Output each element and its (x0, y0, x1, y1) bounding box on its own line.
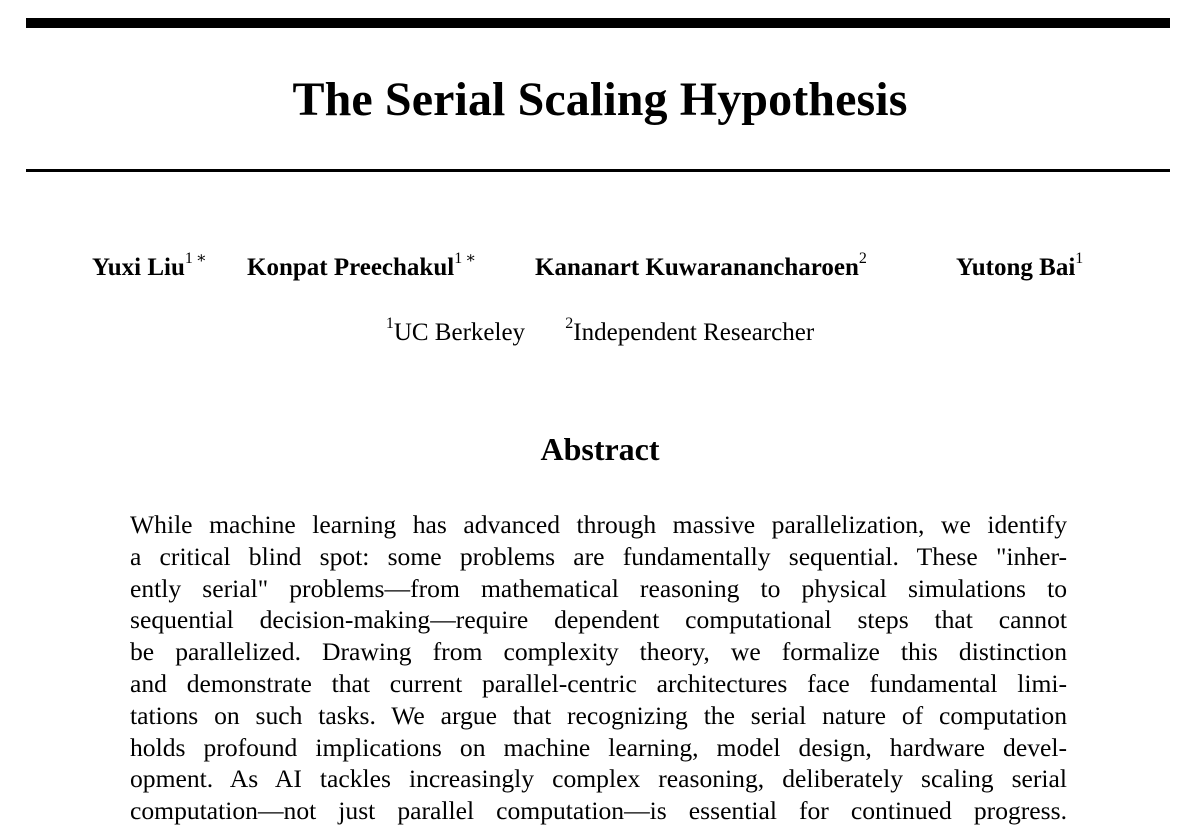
abstract-line: While machine learning has advanced through massive parallelization, we identify (130, 510, 1067, 539)
author-affiliation-mark: 1 (1075, 250, 1084, 267)
equal-contribution-mark: ∗ (465, 250, 477, 267)
author (535, 251, 867, 285)
affiliation (385, 315, 526, 346)
abstract-heading: Abstract (540, 431, 660, 467)
author-affiliation-mark: 1 (184, 250, 193, 267)
paper-title: The Serial Scaling Hypothesis (292, 73, 908, 126)
affiliation-name: UC Berkeley (393, 319, 526, 346)
abstract-line: holds profound implications on machine learning, model design, hardware devel- (130, 732, 1067, 762)
affiliation-number: 2 (565, 315, 574, 332)
title-rule-bottom (26, 169, 1170, 172)
author (247, 251, 476, 285)
abstract-line: computation—not just parallel computation—is essential for continued progress. (130, 796, 1067, 826)
author (956, 251, 1083, 285)
abstract-line: sequential decision-making—require dependent computational steps that cannot (130, 605, 1067, 635)
abstract-line: and demonstrate that current parallel-centric architectures face fundamental limi- (130, 668, 1067, 698)
author-affiliation-mark: 2 (858, 250, 867, 267)
author-name: Yutong Bai (956, 254, 1076, 281)
equal-contribution-mark: ∗ (195, 250, 207, 267)
abstract-line: a critical blind spot: some problems are fundamentally sequential. These "inher- (130, 541, 1067, 571)
author-affiliation-mark: 1 (454, 250, 463, 267)
author (92, 251, 207, 285)
author-name: Yuxi Liu (92, 254, 185, 281)
affiliation-number: 1 (385, 315, 394, 332)
affiliation-name: Independent Researcher (573, 319, 815, 346)
abstract-line: tations on such tasks. We argue that recognizing the serial nature of computation (130, 700, 1067, 730)
affiliation-list (0, 316, 1200, 350)
abstract-line: be parallelized. Drawing from complexity theory, we formalize this distinction (130, 637, 1067, 667)
abstract-line: opment. As AI tackles increasingly complex reasoning, deliberately scaling serial (130, 764, 1067, 794)
abstract-line: ently serial" problems—from mathematical reasoning to physical simulations to (130, 573, 1067, 603)
author-name: Konpat Preechakul (247, 254, 455, 281)
affiliation (565, 315, 815, 346)
author-name: Kananart Kuwaranancharoen (535, 254, 859, 281)
title-rule-top (26, 18, 1170, 28)
abstract-body (130, 509, 1067, 827)
